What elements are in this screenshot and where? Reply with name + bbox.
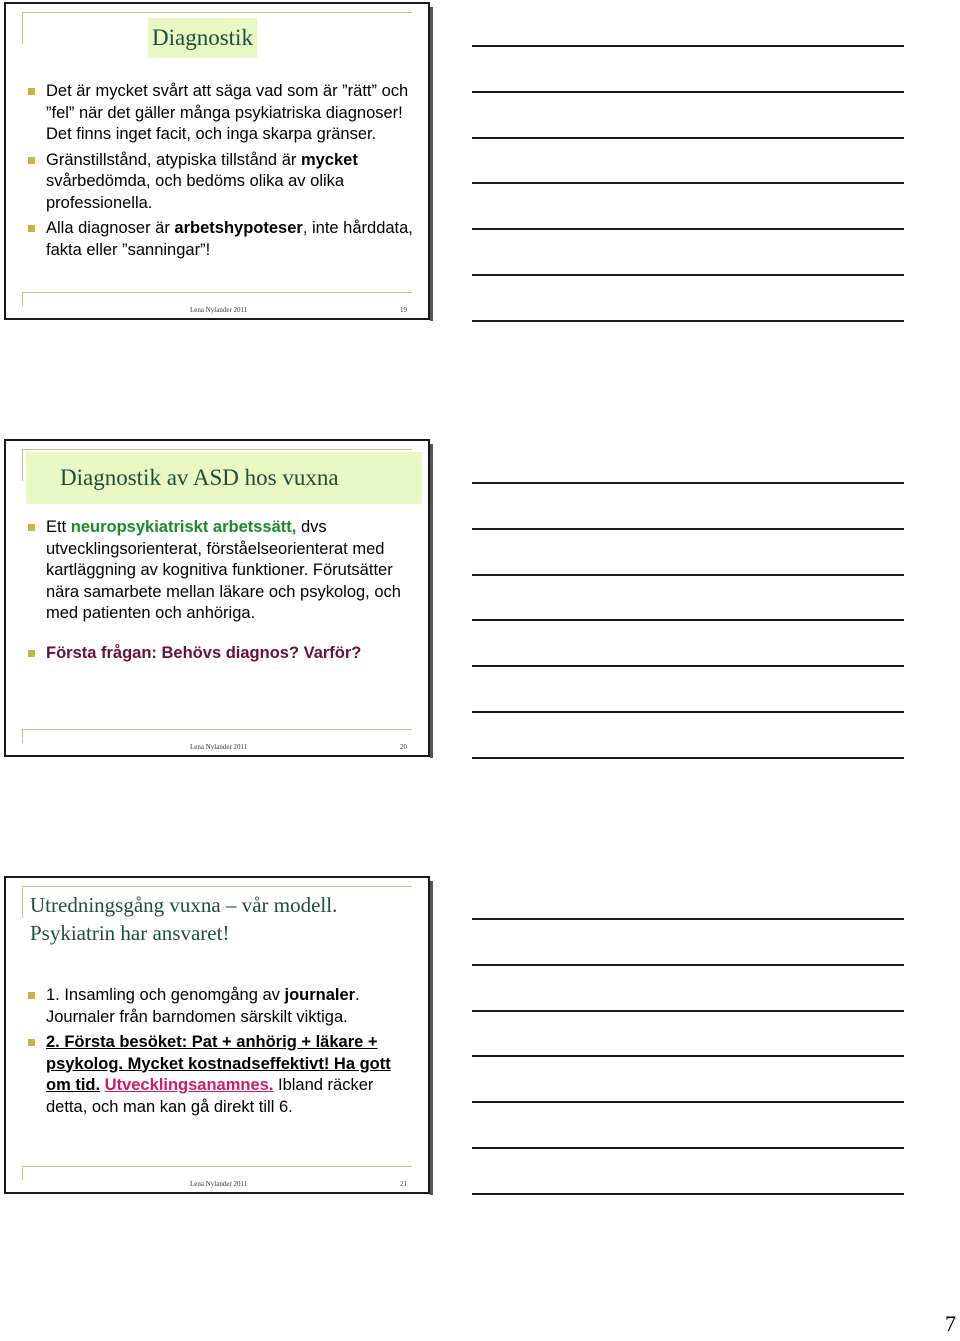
footer-author: Lena Nylander 2011 — [190, 743, 248, 751]
notes-line — [472, 482, 904, 484]
list-item: Alla diagnoser är arbetshypoteser, inte hårddata, fakta eller ”sanningar”! — [26, 218, 416, 261]
footer-rule — [22, 1166, 23, 1180]
footer-rule — [22, 729, 23, 743]
notes-line — [472, 528, 904, 530]
bullet-list — [26, 81, 416, 265]
slide-21 — [4, 876, 430, 1194]
notes-line — [472, 182, 904, 184]
notes-line — [472, 1055, 904, 1057]
bullet-square-icon — [28, 992, 35, 999]
decor-rule — [22, 449, 412, 450]
list-item: Det är mycket svårt att säga vad som är ”rätt” och ”fel” när det gäller många psykiatriska diagnoser! Det finns inget facit, och inga skarpa gränser. — [26, 81, 416, 146]
list-item: Första frågan: Behövs diagnos? Varför? — [26, 643, 416, 665]
list-item: Gränstillstånd, atypiska tillstånd är mycket svårbedömda, och bedöms olika av olika professionella. — [26, 150, 416, 215]
page-number: 7 — [945, 1311, 956, 1336]
list-item: 2. Första besöket: Pat + anhörig + läkare + psykolog. Mycket kostnadseffektivt! Ha gott om tid. Utvecklingsanamnes. Ibland räcker detta, och man kan gå direkt till 6. — [26, 1032, 416, 1118]
slide-number: 20 — [400, 743, 407, 751]
notes-line — [472, 574, 904, 576]
footer-rule — [22, 292, 412, 293]
bullet-square-icon — [28, 650, 35, 657]
bullet-list — [26, 517, 416, 668]
footer-rule — [22, 1166, 412, 1167]
bullet-square-icon — [28, 88, 35, 95]
list-item: 1. Insamling och genomgång av journaler. Journaler från barndomen särskilt viktiga. — [26, 985, 416, 1028]
notes-line — [472, 918, 904, 920]
decor-rule — [22, 12, 23, 44]
bullet-square-icon — [28, 1039, 35, 1046]
list-item: Ett neuropsykiatriskt arbetssätt, dvs utvecklingsorienterat, förståelseorienterat med kartläggning av kognitiva funktioner. Förutsätter nära samarbete mellan läkare och psykolog, och med patienten och anhöriga. — [26, 517, 416, 625]
notes-line — [472, 711, 904, 713]
slide-19 — [4, 2, 430, 320]
bullet-list — [26, 985, 416, 1122]
notes-line — [472, 665, 904, 667]
notes-line — [472, 137, 904, 139]
notes-line — [472, 1193, 904, 1195]
notes-line — [472, 964, 904, 966]
decor-rule — [22, 12, 412, 13]
decor-rule — [22, 449, 23, 481]
slide-number: 19 — [400, 306, 407, 314]
notes-line — [472, 1010, 904, 1012]
footer-author: Lena Nylander 2011 — [190, 306, 248, 314]
slide-20 — [4, 439, 430, 757]
decor-rule — [22, 886, 23, 918]
footer-author: Lena Nylander 2011 — [190, 1180, 248, 1188]
footer-rule — [22, 729, 412, 730]
notes-line — [472, 91, 904, 93]
notes-line — [472, 619, 904, 621]
footer-rule — [22, 292, 23, 306]
notes-line — [472, 320, 904, 322]
slide-title: Utredningsgång vuxna – vår modell. Psykiatrin har ansvaret! — [30, 893, 338, 945]
notes-line — [472, 45, 904, 47]
slide-title: Diagnostik av ASD hos vuxna — [26, 452, 422, 504]
notes-line — [472, 228, 904, 230]
notes-line — [472, 1147, 904, 1149]
bullet-square-icon — [28, 157, 35, 164]
notes-line — [472, 274, 904, 276]
bullet-square-icon — [28, 225, 35, 232]
bullet-square-icon — [28, 524, 35, 531]
notes-line — [472, 757, 904, 759]
slide-number: 21 — [400, 1180, 407, 1188]
slide-title: Diagnostik — [148, 18, 257, 58]
notes-line — [472, 1101, 904, 1103]
decor-rule — [22, 886, 412, 887]
